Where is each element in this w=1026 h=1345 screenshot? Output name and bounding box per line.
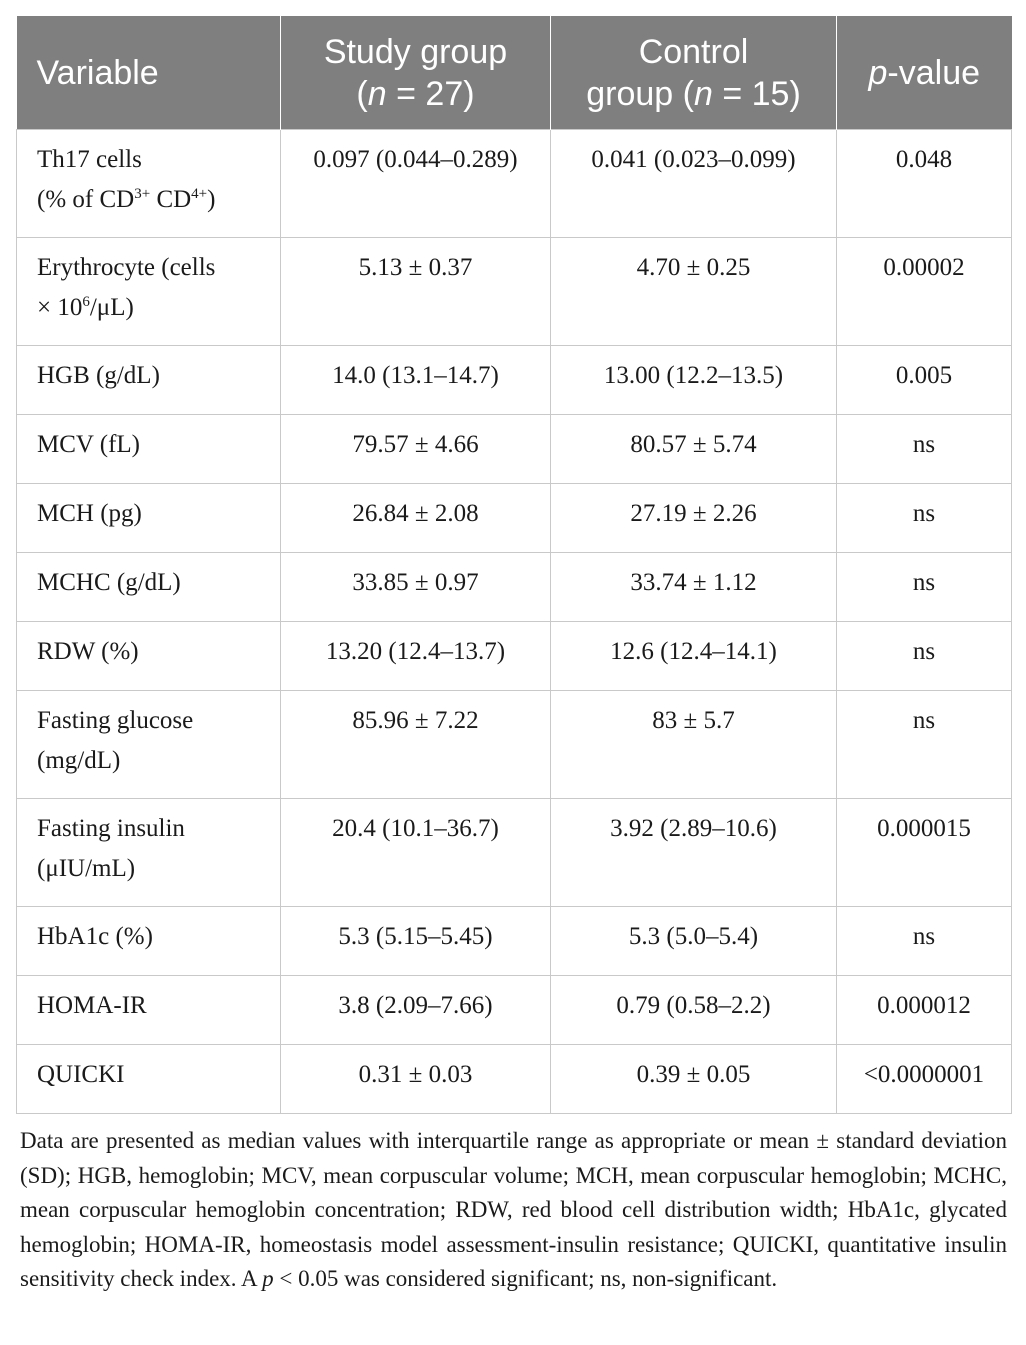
header-study-open: ( [356,74,368,113]
p-value: ns [837,907,1012,976]
footnote-part1: Data are presented as median values with interquartile range as appropriate or mean ± standard deviation (SD); HGB, hemoglobin; MCV, mean corpuscular volume; MCH, mean corpuscular hemoglobin; MCHC, mean corpuscular hemoglobin concentration; RDW, red blood cell distribution width; HbA1c, glycated hemoglobin; HOMA-IR, homeostasis model assessment-insulin resistance; QUICKI, quantitative insulin sensitivity check index. A [20,1128,1007,1291]
study-value: 20.4 (10.1–36.7) [281,799,551,907]
control-value: 5.3 (5.0–5.4) [551,907,837,976]
control-value: 4.70 ± 0.25 [551,238,837,346]
table-row [17,622,1012,691]
row-variable: QUICKI [17,1045,281,1114]
table-container [16,16,1011,1297]
table-row [17,415,1012,484]
variable-line2-end: ) [207,186,216,213]
variable-line2: (mg/dL) [37,747,121,774]
row-variable: MCV (fL) [17,415,281,484]
header-control-n: n [693,74,713,113]
header-variable: Variable [17,16,281,130]
study-value: 33.85 ± 0.97 [281,553,551,622]
table-row [17,484,1012,553]
p-value: 0.000012 [837,976,1012,1045]
control-value: 27.19 ± 2.26 [551,484,837,553]
header-control-n-value: = 15) [712,74,801,113]
superscript: 6 [82,294,90,310]
variable-line2: (μIU/mL) [37,855,136,882]
study-value: 85.96 ± 7.22 [281,691,551,799]
control-value: 13.00 (12.2–13.5) [551,346,837,415]
row-variable: MCH (pg) [17,484,281,553]
header-study-group [281,16,551,130]
p-value: ns [837,691,1012,799]
p-value: 0.048 [837,130,1012,238]
study-value: 26.84 ± 2.08 [281,484,551,553]
row-variable: HbA1c (%) [17,907,281,976]
control-value: 33.74 ± 1.12 [551,553,837,622]
control-value: 12.6 (12.4–14.1) [551,622,837,691]
p-value: 0.00002 [837,238,1012,346]
control-value: 3.92 (2.89–10.6) [551,799,837,907]
data-table [16,16,1012,1114]
study-value: 5.3 (5.15–5.45) [281,907,551,976]
header-study-line1: Study group [323,32,508,71]
header-p-value [837,16,1012,130]
superscript: 3+ [134,186,151,202]
header-p-italic: p [868,53,888,92]
superscript: 4+ [191,186,208,202]
footnote-p-italic: p [262,1266,274,1291]
control-value: 0.39 ± 0.05 [551,1045,837,1114]
study-value: 14.0 (13.1–14.7) [281,346,551,415]
variable-line2-end: /μL) [89,294,134,321]
table-row [17,130,1012,238]
p-value: ns [837,415,1012,484]
control-value: 80.57 ± 5.74 [551,415,837,484]
table-row [17,691,1012,799]
row-variable [17,799,281,907]
variable-line1: Erythrocyte (cells [37,254,216,281]
p-value: 0.000015 [837,799,1012,907]
p-value: <0.0000001 [837,1045,1012,1114]
p-value: ns [837,553,1012,622]
row-variable: RDW (%) [17,622,281,691]
table-row [17,238,1012,346]
variable-line2: (% of CD [37,186,135,213]
header-row [17,16,1012,130]
variable-line1: Fasting insulin [37,815,185,842]
footnote-part2: < 0.05 was considered significant; ns, non-significant. [273,1266,778,1291]
control-value: 0.041 (0.023–0.099) [551,130,837,238]
control-value: 0.79 (0.58–2.2) [551,976,837,1045]
variable-line1: Fasting glucose [37,707,194,734]
header-control-line1: Control [638,32,749,71]
table-row [17,799,1012,907]
study-value: 0.097 (0.044–0.289) [281,130,551,238]
table-footnote [16,1124,1011,1297]
variable-line1: Th17 cells [37,146,142,173]
row-variable [17,691,281,799]
row-variable [17,238,281,346]
table-row [17,553,1012,622]
table-row [17,1045,1012,1114]
row-variable: MCHC (g/dL) [17,553,281,622]
study-value: 3.8 (2.09–7.66) [281,976,551,1045]
header-study-n: n [367,74,387,113]
p-value: ns [837,622,1012,691]
row-variable [17,130,281,238]
study-value: 0.31 ± 0.03 [281,1045,551,1114]
control-value: 83 ± 5.7 [551,691,837,799]
p-value: 0.005 [837,346,1012,415]
row-variable: HGB (g/dL) [17,346,281,415]
table-row [17,907,1012,976]
variable-line2: × 10 [37,294,83,321]
row-variable: HOMA-IR [17,976,281,1045]
study-value: 13.20 (12.4–13.7) [281,622,551,691]
p-value: ns [837,484,1012,553]
variable-line2-mid: CD [150,186,192,213]
header-control-group [551,16,837,130]
study-value: 5.13 ± 0.37 [281,238,551,346]
table-row [17,346,1012,415]
table-row [17,976,1012,1045]
header-control-prefix: group ( [586,74,694,113]
study-value: 79.57 ± 4.66 [281,415,551,484]
header-study-n-value: = 27) [386,74,475,113]
header-p-suffix: -value [887,53,981,92]
